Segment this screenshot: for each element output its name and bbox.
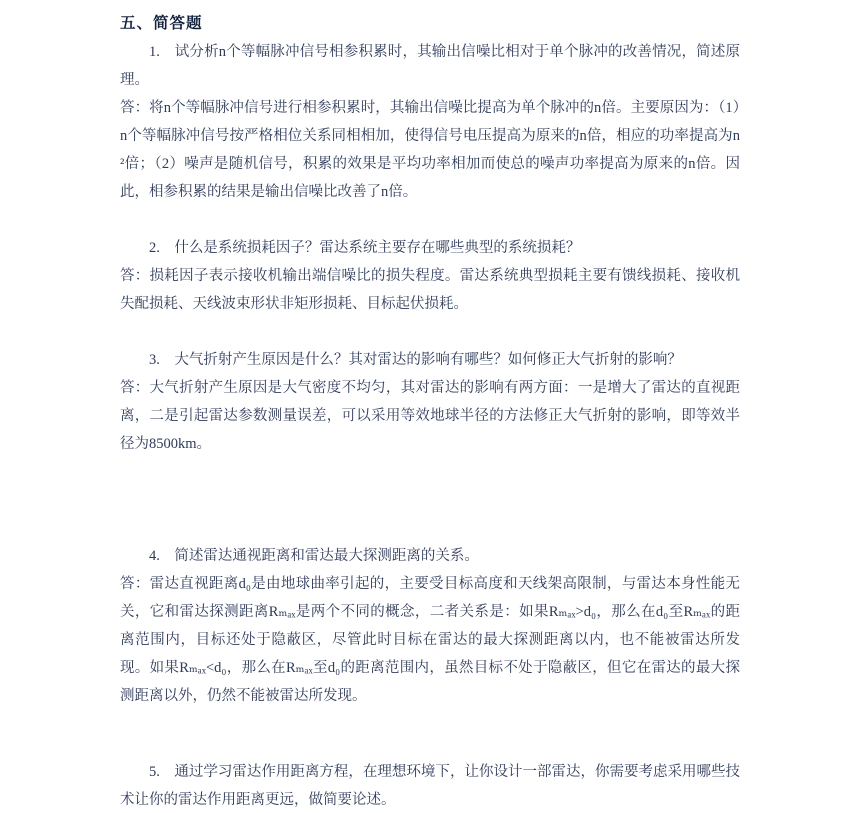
question-2-text: 2. 什么是系统损耗因子？雷达系统主要存在哪些典型的系统损耗？ (149, 240, 581, 256)
answer-1-text: 答：将n个等幅脉冲信号进行相参积累时，其输出信噪比提高为单个脉冲的n倍。主要原因为：（1）n个等幅脉冲信号按严格相位关系同相相加，使得信号电压提高为原来的n倍，相应的功率提高为n²倍；（2）噪声是随机信号，积累的效果是平均功率相加而使总的噪声功率提高为原来的n倍。因此，相参积累的结果是输出信噪比改善了n倍。 (120, 100, 740, 200)
question-3-text: 3. 大气折射产生原因是什么？其对雷达的影响有哪些？如何修正大气折射的影响？ (149, 352, 682, 368)
answer-3-text: 答：大气折射产生原因是大气密度不均匀，其对雷达的影响有两方面：一是增大了雷达的直视距离，二是引起雷达参数测量误差，可以采用等效地球半径的方法修正大气折射的影响，即等效半径为8500km。 (120, 380, 740, 452)
answer-2-text: 答：损耗因子表示接收机输出端信噪比的损失程度。雷达系统典型损耗主要有馈线损耗、接收机失配损耗、天线波束形状非矩形损耗、目标起伏损耗。 (120, 268, 740, 312)
question-5-text: 5. 通过学习雷达作用距离方程，在理想环境下，让你设计一部雷达，你需要考虑采用哪些技术让你的雷达作用距离更远，做简要论述。 (120, 764, 740, 808)
question-4-text: 4. 简述雷达通视距离和雷达最大探测距离的关系。 (149, 548, 479, 564)
answer-4-text: 答：雷达直视距离d₀是由地球曲率引起的，主要受目标高度和天线架高限制，与雷达本身性能无关，它和雷达探测距离Rₘₐₓ是两个不同的概念，二者关系是：如果Rₘₐₓ>d₀，那么在d₀至Rₘₐₓ的距离范围内，目标还处于隐蔽区，尽管此时目标在雷达的最大探测距离以内，也不能被雷达所发现。如果Rₘₐₓ<d₀，那么在Rₘₐₓ至d₀的距离范围内，虽然目标不处于隐蔽区，但它在雷达的最大探测距离以外，仍然不能被雷达所发现。 (120, 576, 740, 704)
section-title: 五、简答题 (120, 15, 203, 32)
question-1-text: 1. 试分析n个等幅脉冲信号相参积累时，其输出信噪比相对于单个脉冲的改善情况，简述原理。 (120, 44, 740, 88)
